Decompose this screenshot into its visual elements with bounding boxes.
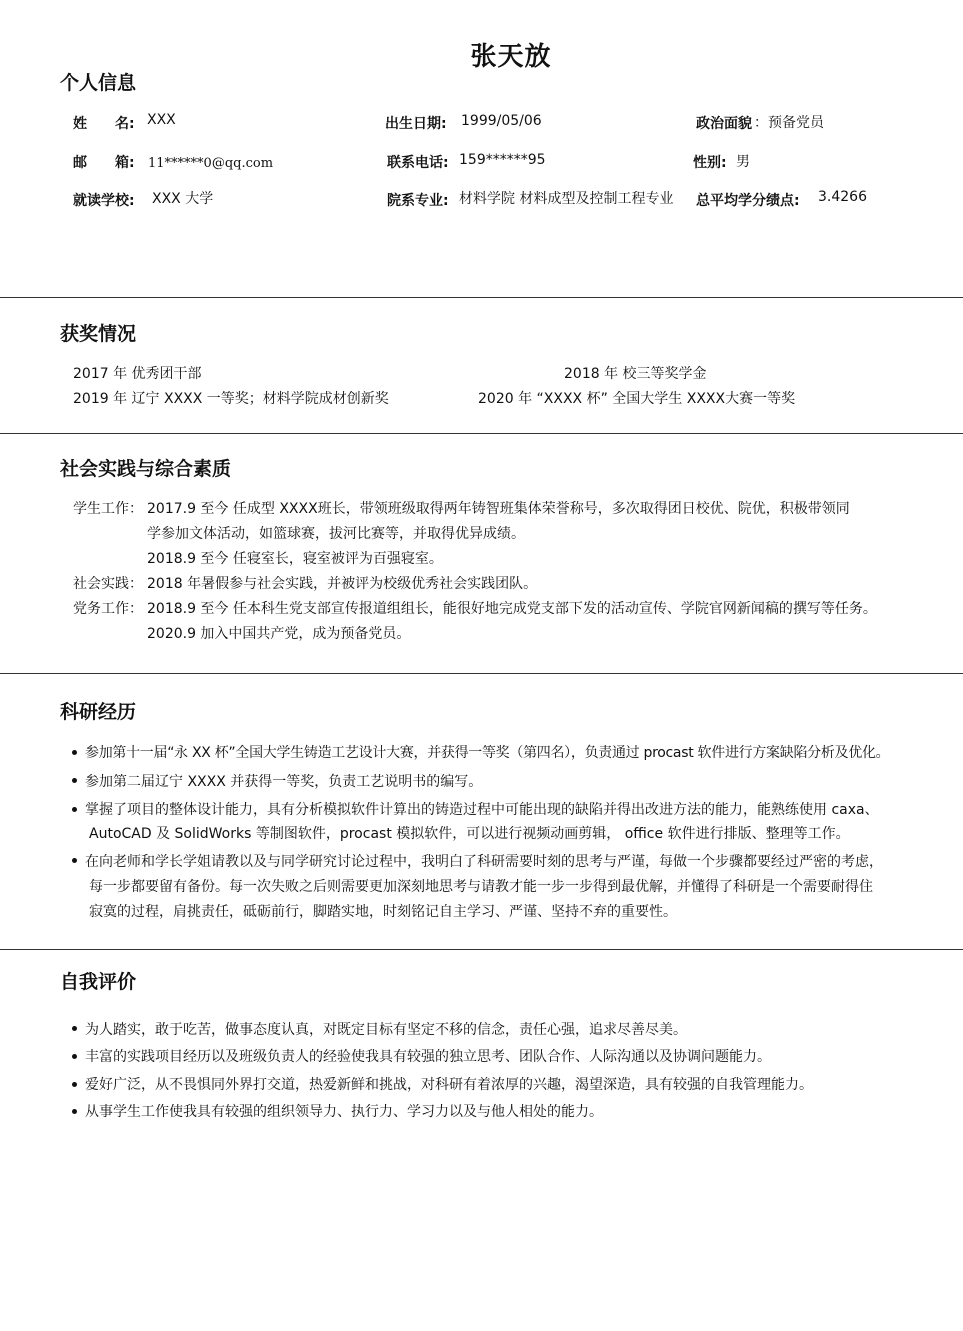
practice-line: 2018.9 至今 任本科生党支部宣传报道组组长，能很好地完成党支部下发的活动宣传、学院官网新闻稿的撰写等任务。 (147, 601, 877, 617)
school-label: 就读学校: (73, 193, 135, 209)
resume-name: 张天放 (470, 42, 552, 72)
self-eval-item: 丰富的实践项目经历以及班级负责人的经验使我具有较强的独立思考、团队合作、人际沟通以及协调问题能力。 (85, 1049, 771, 1065)
birth-label: 出生日期: (385, 116, 447, 132)
gpa-label: 总平均学分绩点: (696, 193, 800, 209)
award-item: 2019 年 辽宁 XXXX 一等奖；材料学院成材创新奖 (73, 391, 389, 407)
research-item-continued: 每一步都要留有备份。每一次失败之后则需要更加深刻地思考与请教才能一步一步得到最优解，并懂得了科研是一个需要耐得住 (89, 879, 873, 895)
gender-value: 男 (736, 154, 750, 170)
divider (0, 949, 963, 950)
research-item: 在向老师和学长学姐请教以及与同学研究讨论过程中，我明白了科研需要时刻的思考与严谨，每做一个步骤都要经过严密的考虑， (85, 854, 883, 870)
bullet-icon (72, 750, 77, 755)
research-item: 参加第二届辽宁 XXXX 并获得一等奖，负责工艺说明书的编写。 (85, 774, 483, 790)
email-value: 11******0@qq.com (148, 156, 274, 171)
gpa-value: 3.4266 (818, 189, 867, 205)
student-work-label: 学生工作： (73, 501, 143, 517)
practice-line: 学参加文体活动，如篮球赛，拔河比赛等，并取得优异成绩。 (147, 526, 525, 542)
gender-label: 性别: (693, 155, 727, 171)
practice-line: 2020.9 加入中国共产党，成为预备党员。 (147, 626, 411, 642)
research-item: 掌握了项目的整体设计能力，具有分析模拟软件计算出的铸造过程中可能出现的缺陷并得出改进方法的能力，能熟练使用 caxa、 (85, 802, 879, 818)
bullet-icon (72, 807, 77, 812)
section-title-awards: 获奖情况 (60, 323, 137, 345)
divider (0, 297, 963, 298)
social-practice-label: 社会实践： (73, 576, 143, 592)
practice-line: 2018.9 至今 任寝室长，寝室被评为百强寝室。 (147, 551, 443, 567)
phone-value: 159******95 (459, 152, 546, 168)
bullet-icon (72, 1054, 77, 1059)
research-item-continued: AutoCAD 及 SolidWorks 等制图软件，procast 模拟软件，可以进行视频动画剪辑， office 软件进行排版、整理等工作。 (89, 826, 850, 842)
bullet-icon (72, 778, 77, 783)
self-eval-item: 爱好广泛，从不畏惧同外界打交道，热爱新鲜和挑战，对科研有着浓厚的兴趣，渴望深造，具有较强的自我管理能力。 (85, 1077, 813, 1093)
research-item: 参加第十一届“永 XX 杯”全国大学生铸造工艺设计大赛，并获得一等奖（第四名），负责通过 procast 软件进行方案缺陷分析及优化。 (85, 745, 890, 761)
divider (0, 673, 963, 674)
bullet-icon (72, 1109, 77, 1114)
research-item-continued: 寂寞的过程，肩挑责任，砥砺前行，脚踏实地，时刻铭记自主学习、严谨、坚持不弃的重要性。 (89, 904, 677, 920)
award-item: 2018 年 校三等奖学金 (564, 366, 707, 382)
political-label: 政治面貌 (696, 116, 752, 132)
divider (0, 433, 963, 434)
practice-line: 2018 年暑假参与社会实践，并被评为校级优秀社会实践团队。 (147, 576, 538, 592)
birth-value: 1999/05/06 (461, 113, 542, 129)
email-label: 邮 箱: (73, 155, 135, 171)
section-title-self-eval: 自我评价 (60, 971, 137, 993)
practice-line: 2017.9 至今 任成型 XXXX班长，带领班级取得两年铸智班集体荣誉称号，多次取得团日校优、院优，积极带领同 (147, 501, 850, 517)
self-eval-item: 从事学生工作使我具有较强的组织领导力、执行力、学习力以及与他人相处的能力。 (85, 1104, 603, 1120)
major-label: 院系专业: (387, 193, 449, 209)
bullet-icon (72, 1026, 77, 1031)
bullet-icon (72, 858, 77, 863)
section-title-practice: 社会实践与综合素质 (60, 458, 232, 480)
major-value: 材料学院 材料成型及控制工程专业 (459, 191, 674, 207)
award-item: 2017 年 优秀团干部 (73, 366, 202, 382)
name-value: XXX (147, 112, 176, 128)
political-value: ：预备党员 (754, 115, 824, 131)
name-label: 姓 名: (73, 116, 135, 132)
section-title-personal: 个人信息 (60, 72, 137, 94)
phone-label: 联系电话: (387, 155, 449, 171)
award-item: 2020 年 “XXXX 杯” 全国大学生 XXXX大赛一等奖 (478, 391, 796, 407)
self-eval-item: 为人踏实，敢于吃苦，做事态度认真，对既定目标有坚定不移的信念，责任心强，追求尽善尽美。 (85, 1022, 687, 1038)
party-work-label: 党务工作： (73, 601, 143, 617)
bullet-icon (72, 1082, 77, 1087)
section-title-research: 科研经历 (60, 701, 137, 723)
school-value: XXX 大学 (152, 191, 214, 207)
